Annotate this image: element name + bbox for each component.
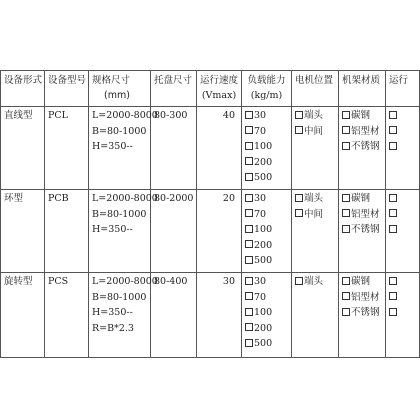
cell-speed: 40 [197,107,242,190]
cell-material [339,107,386,190]
header-speed [197,71,242,107]
load-option[interactable]: 500 [245,253,291,269]
material-option[interactable]: 不锈钢 [342,222,385,238]
checkbox[interactable] [295,126,303,134]
extra-option[interactable] [389,139,419,155]
checkbox[interactable] [389,194,397,202]
cell-type: 旋转型 [1,273,45,358]
cell-extra [386,273,420,358]
checkbox[interactable] [389,292,397,300]
cell-motor [292,273,339,358]
checkbox[interactable] [295,194,303,202]
checkbox[interactable] [342,277,350,285]
checkbox[interactable] [245,240,253,248]
cell-motor [292,107,339,190]
load-option[interactable]: 200 [245,238,291,254]
cell-type: 环型 [1,190,45,273]
checkbox[interactable] [245,277,253,285]
material-option[interactable]: 铝型材 [342,207,385,223]
cell-tray: 80-300 [151,107,197,190]
load-option[interactable]: 70 [245,124,291,140]
checkbox[interactable] [342,142,350,150]
material-option[interactable]: 碳钢 [342,191,385,207]
checkbox[interactable] [245,323,253,331]
cell-model: PCB [45,190,89,273]
checkbox[interactable] [342,126,350,134]
cell-model: PCS [45,273,89,358]
checkbox[interactable] [389,308,397,316]
extra-option[interactable] [389,305,419,321]
load-option[interactable]: 30 [245,274,291,290]
motor-option[interactable]: 端头 [295,191,338,207]
load-option[interactable]: 100 [245,305,291,321]
material-option[interactable]: 不锈钢 [342,305,385,321]
material-option[interactable]: 铝型材 [342,290,385,306]
checkbox[interactable] [342,308,350,316]
checkbox[interactable] [245,126,253,134]
header-motor: 电机位置 [292,71,339,107]
material-option[interactable]: 碳钢 [342,274,385,290]
size-line: B=80-1000 [92,208,147,220]
cell-load [242,190,292,273]
header-model: 设备型号 [45,71,89,107]
checkbox[interactable] [342,209,350,217]
checkbox[interactable] [245,142,253,150]
checkbox[interactable] [342,292,350,300]
cell-speed: 30 [197,273,242,358]
header-speed-unit: (Vmax) [201,90,237,101]
cell-extra [386,107,420,190]
size-line: L=2000-8000 [92,110,158,121]
checkbox[interactable] [342,194,350,202]
header-load-unit: (kg/m) [250,90,283,101]
load-option[interactable]: 100 [245,222,291,238]
load-option[interactable]: 30 [245,191,291,207]
motor-option[interactable]: 中间 [295,124,338,140]
load-option[interactable]: 500 [245,336,291,352]
material-option[interactable]: 碳钢 [342,108,385,124]
cell-material [339,273,386,358]
size-line: H=350-- [92,307,133,318]
cell-tray: 80-2000 [151,190,197,273]
checkbox[interactable] [389,277,397,285]
checkbox[interactable] [389,126,397,134]
load-option[interactable]: 200 [245,155,291,171]
header-load [242,71,292,107]
checkbox[interactable] [342,111,350,119]
header-material: 机架材质 [339,71,386,107]
header-extra: 运行 [386,71,420,107]
extra-option[interactable] [389,207,419,223]
cell-motor [292,190,339,273]
size-line: H=350-- [92,224,133,235]
checkbox[interactable] [245,194,253,202]
checkbox[interactable] [389,225,397,233]
motor-option[interactable]: 端头 [295,108,338,124]
checkbox[interactable] [389,209,397,217]
material-option[interactable]: 不锈钢 [342,139,385,155]
size-line: R=B*2.3 [92,322,134,334]
spec-table [0,70,420,358]
checkbox[interactable] [295,277,303,285]
cell-load [242,273,292,358]
header-load-title: 负载能力 [247,75,286,86]
size-line: B=80-1000 [92,291,147,303]
size-line: L=2000-8000 [92,276,158,287]
size-line: L=2000-8000 [92,193,158,204]
extra-option[interactable] [389,108,419,124]
checkbox[interactable] [245,256,253,264]
cell-extra [386,190,420,273]
checkbox[interactable] [245,157,253,165]
load-option[interactable]: 70 [245,207,291,223]
header-size-unit: (mm) [104,90,130,101]
cell-size [89,107,158,190]
header-row [1,71,420,107]
checkbox[interactable] [389,111,397,119]
checkbox[interactable] [245,173,253,181]
load-option[interactable]: 500 [245,170,291,186]
cell-model: PCL [45,107,89,190]
checkbox[interactable] [389,142,397,150]
cell-tray: 80-400 [151,273,197,358]
checkbox[interactable] [295,111,303,119]
cell-load [242,107,292,190]
checkbox[interactable] [245,225,253,233]
checkbox[interactable] [342,225,350,233]
load-option[interactable]: 100 [245,139,291,155]
load-option[interactable]: 30 [245,108,291,124]
extra-option[interactable] [389,222,419,238]
checkbox[interactable] [295,209,303,217]
checkbox[interactable] [245,209,253,217]
cell-material [339,190,386,273]
load-option[interactable]: 200 [245,321,291,337]
size-line: B=80-1000 [92,125,147,137]
cell-size [89,273,158,358]
header-size-title: 规格尺寸 [92,75,131,86]
table-row [1,190,420,273]
extra-option[interactable] [389,274,419,290]
header-type: 设备形式 [1,71,45,107]
header-speed-title: 运行速度 [199,75,238,86]
extra-option[interactable] [389,290,419,306]
checkbox[interactable] [245,292,253,300]
motor-option[interactable]: 中间 [295,207,338,223]
header-size [89,71,151,107]
checkbox[interactable] [245,111,253,119]
extra-option[interactable] [389,124,419,140]
checkbox[interactable] [245,339,253,347]
motor-option[interactable]: 端头 [295,274,338,290]
cell-size [89,190,158,273]
header-tray: 托盘尺寸 [151,71,197,107]
load-option[interactable]: 70 [245,290,291,306]
material-option[interactable]: 铝型材 [342,124,385,140]
checkbox[interactable] [245,308,253,316]
table-row [1,107,420,190]
size-line: H=350-- [92,141,133,152]
cell-type: 直线型 [1,107,45,190]
cell-speed: 20 [197,190,242,273]
extra-option[interactable] [389,191,419,207]
table-row [1,273,420,358]
